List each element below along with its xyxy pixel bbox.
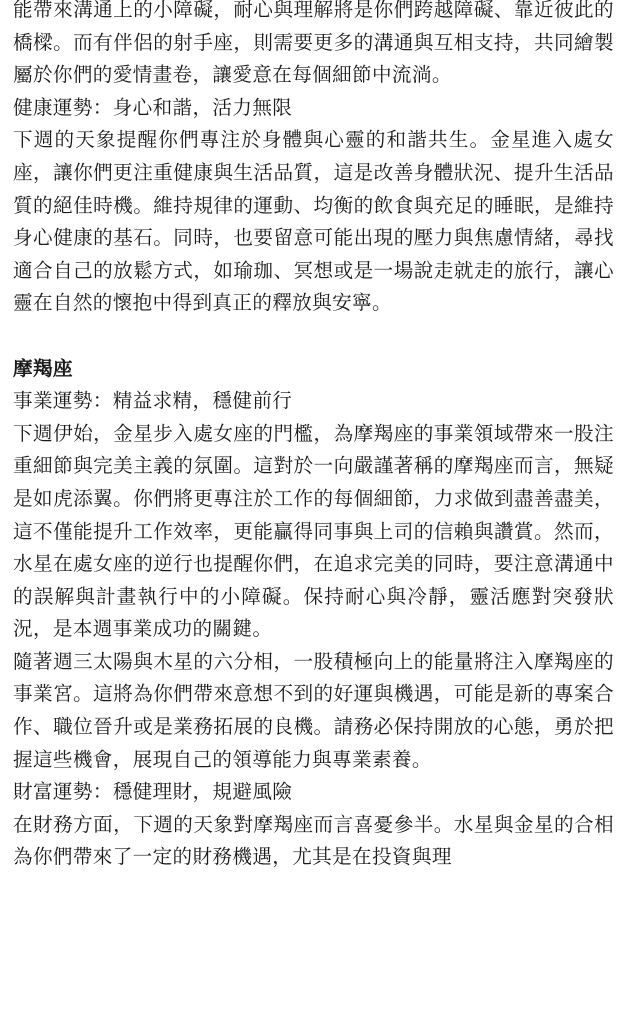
section-spacer: [13, 320, 614, 353]
wealth-fortune-heading: 財富運勢：穩健理財，規避風險: [13, 780, 293, 804]
capricorn-title: 摩羯座: [13, 356, 73, 380]
career-fortune-text-1: 下週伊始，金星步入處女座的門檻，為摩羯座的事業領域帶來一股注重細節與完美主義的氛圍。這對於一向嚴謹著稱的摩羯座而言，無疑是如虎添翼。你們將更專注於工作的每個細節，力求做到盡善盡美，這不僅能提升工作效率，更能贏得同事與上司的信賴與讚賞。然而，水星在處女座的逆行也提醒你們，在追求完美的同時，要注意溝通中的誤解與計畫執行中的小障礙。保持耐心與冷靜，靈活應對突發狀況，是本週事業成功的關鍵。: [13, 421, 614, 641]
wealth-fortune-text: 在財務方面，下週的天象對摩羯座而言喜憂參半。水星與金星的合相為你們帶來了一定的財務機遇，尤其是在投資與理: [13, 812, 614, 869]
health-fortune-heading: 健康運勢：身心和諧，活力無限: [13, 95, 293, 119]
career-fortune-text-2: 隨著週三太陽與木星的六分相，一股積極向上的能量將注入摩羯座的事業宮。這將為你們帶來意想不到的好運與機遇，可能是新的專案合作、職位晉升或是業務拓展的良機。請務必保持開放的心態，勇於把握這些機會，展現自己的領導能力與專業素養。: [13, 649, 614, 771]
health-fortune-text: 下週的天象提醒你們專注於身體與心靈的和諧共生。金星進入處女座，讓你們更注重健康與生活品質，這是改善身體狀況、提升生活品質的絕佳時機。維持規律的運動、均衡的飲食與充足的睡眠，是維持身心健康的基石。同時，也要留意可能出現的壓力與焦慮情緒，尋找適合自己的放鬆方式，如瑜珈、冥想或是一場說走就走的旅行，讓心靈在自然的懷抱中得到真正的釋放與安寧。: [13, 128, 614, 315]
career-fortune-heading: 事業運勢：精益求精，穩健前行: [13, 389, 293, 413]
love-fortune-tail: 能帶來溝通上的小障礙，耐心與理解將是你們跨越障礙、靠近彼此的橋樑。而有伴侶的射手座，則需要更多的溝通與互相支持，共同繪製屬於你們的愛情畫卷，讓愛意在每個細節中流淌。: [13, 0, 614, 87]
